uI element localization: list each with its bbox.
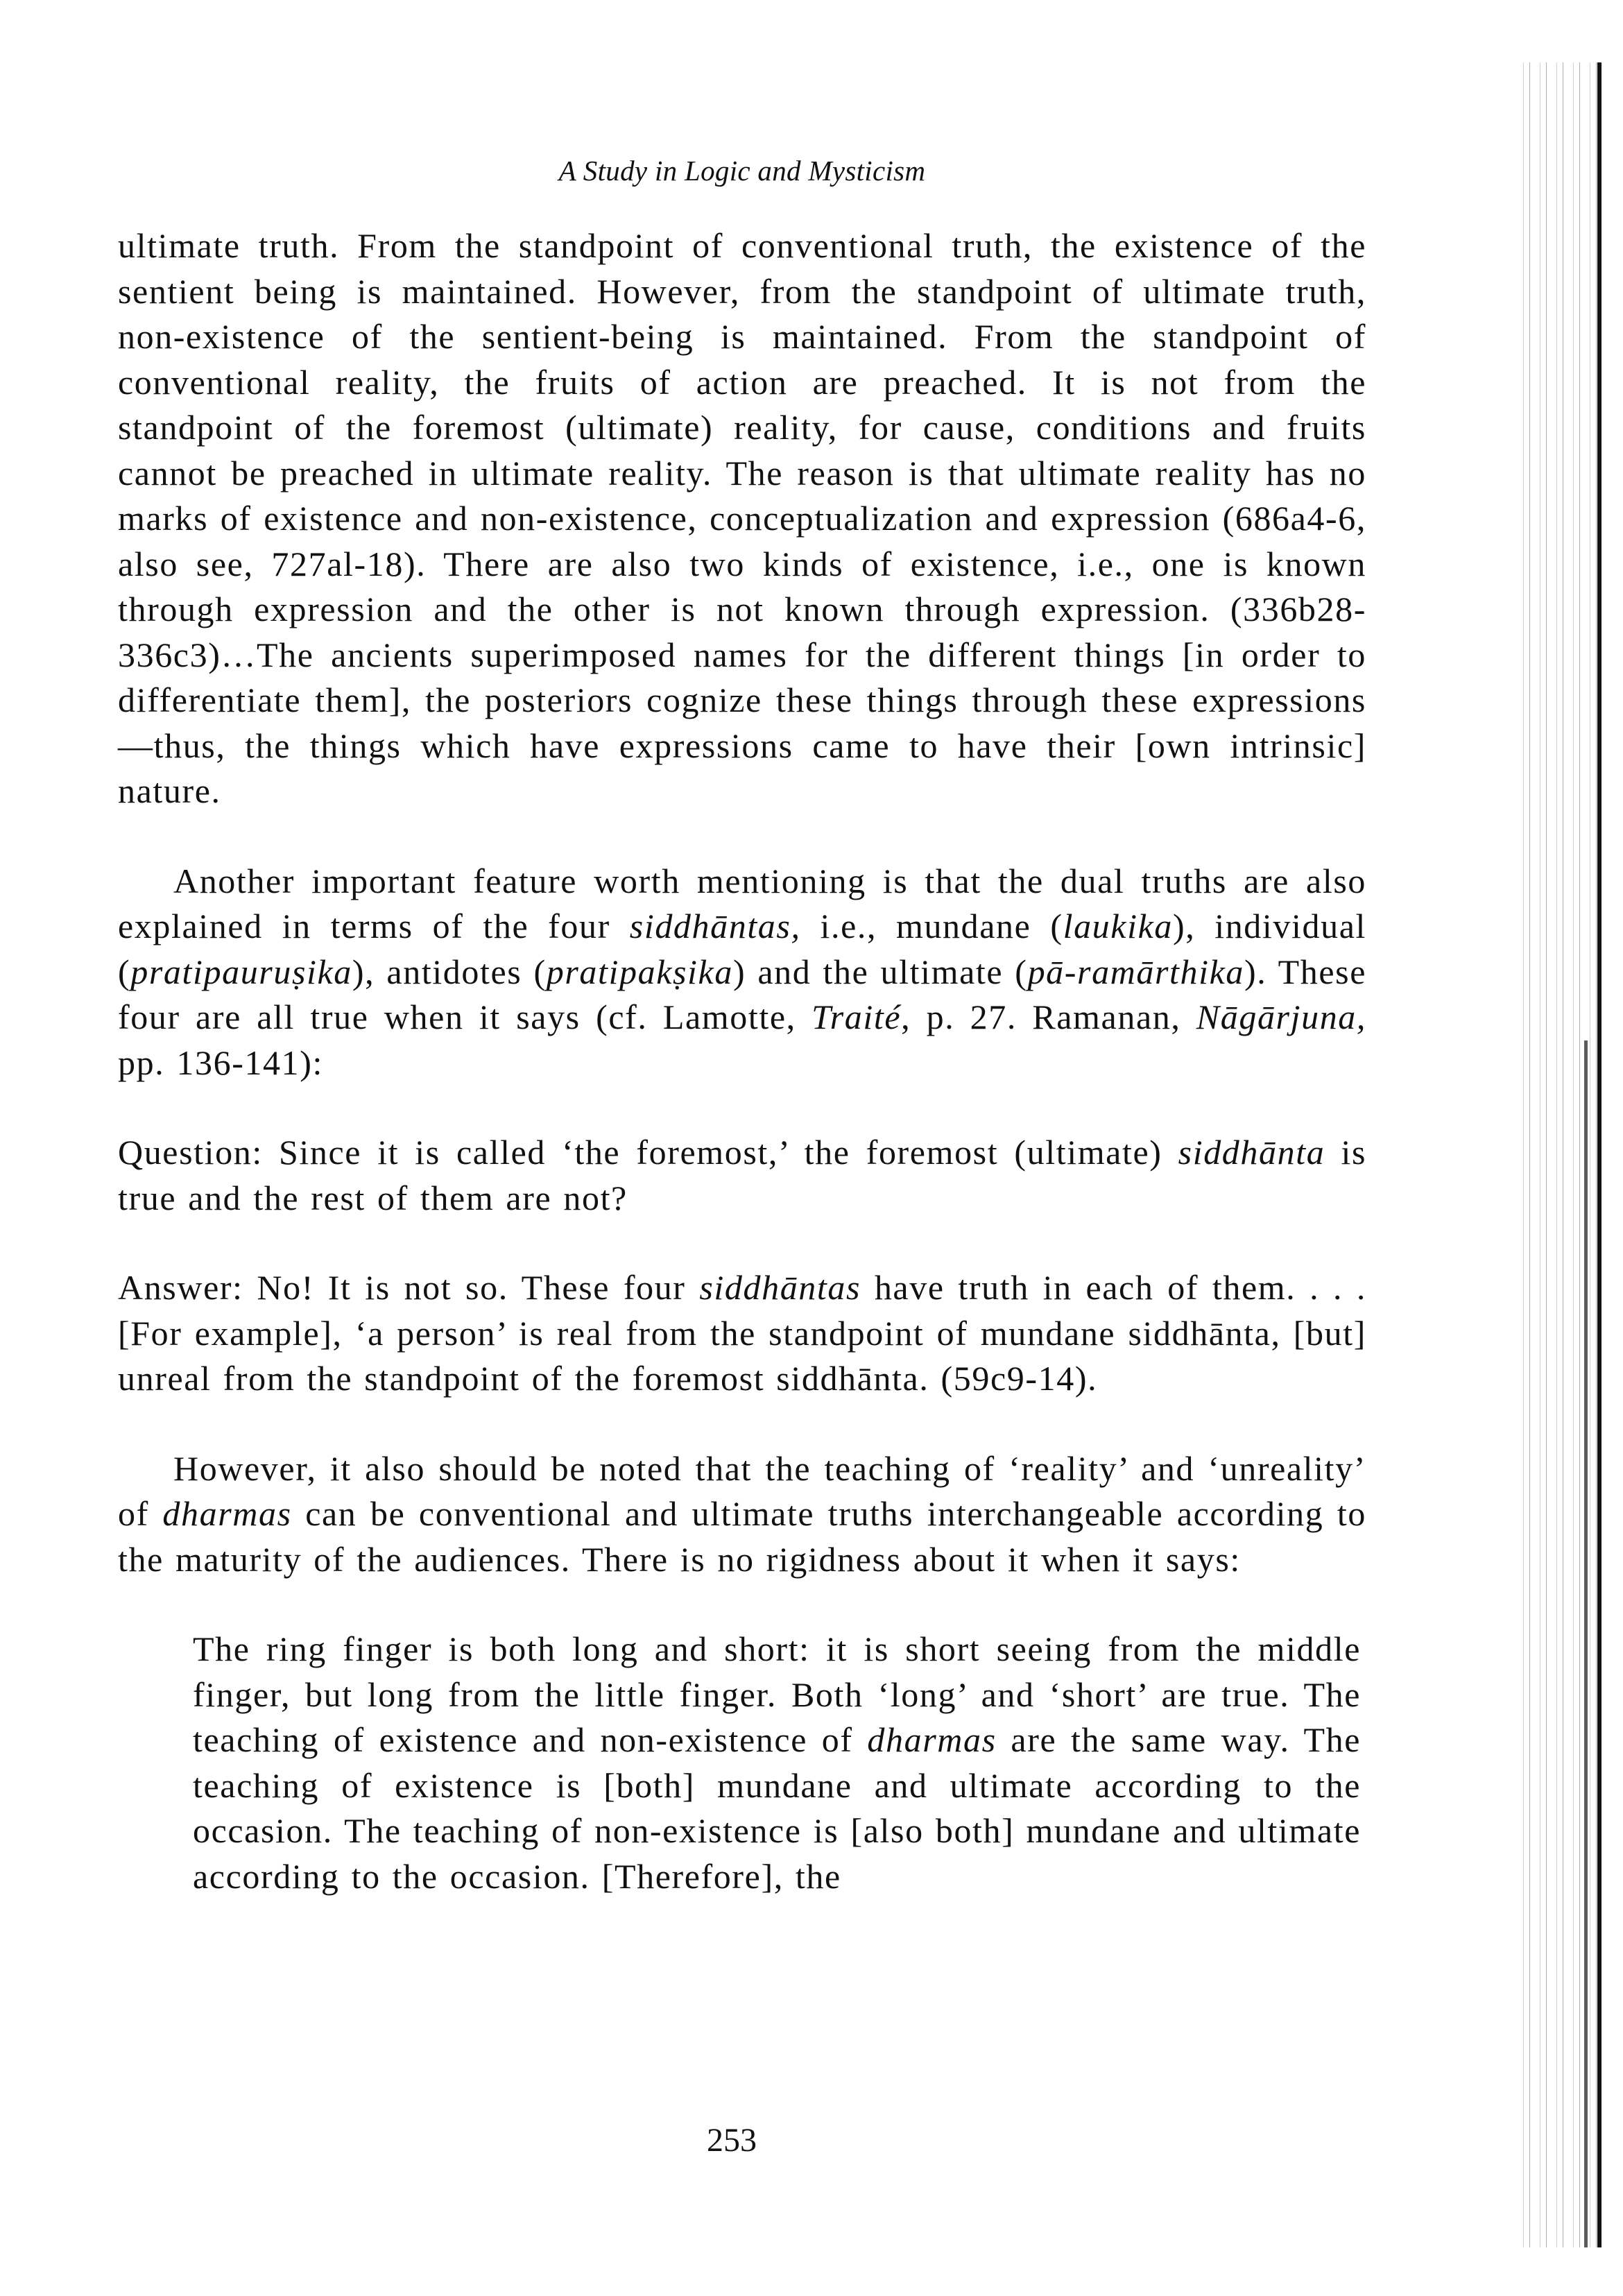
text-run: can be conventional and ultimate truths interchangeable according to the maturity of the audiences. There is no rigidness about it when it says:	[118, 1494, 1366, 1579]
question-block	[118, 1130, 1366, 1221]
italic-term: siddhāntas,	[629, 907, 801, 945]
text-run: Another important feature worth mentioning is that the dual truths are also explained in terms of the four	[118, 861, 1366, 945]
body-text	[118, 223, 1366, 1899]
italic-term: siddhāntas	[699, 1268, 861, 1307]
paragraph-gap	[118, 1402, 1366, 1446]
italic-term: dharmas	[867, 1720, 997, 1759]
text-run: ), individual (	[118, 907, 1366, 991]
text-run: The ring finger is both long and short: it is short seeing from the middle finger, but long from the little finger. Both ‘long’ and ‘short’ are true. The teaching of existence and non-existence of	[193, 1629, 1361, 1759]
text-run: , p. 27. Ramanan,	[901, 997, 1196, 1036]
paragraph-gap	[118, 1582, 1366, 1627]
paragraph-gap	[118, 814, 1366, 859]
paragraph-gap	[118, 1221, 1366, 1265]
italic-term: laukika	[1063, 907, 1173, 945]
text-run: Answer: No! It is not so. These four	[118, 1268, 700, 1307]
page-number: 253	[707, 2122, 757, 2159]
italic-title: Nāgārjuna,	[1196, 997, 1366, 1036]
paragraph-gap	[118, 1086, 1366, 1130]
paragraph-continuation: ultimate truth. From the standpoint of conventional truth, the existence of the sentient being is maintained. However, from the standpoint of ultimate truth, non-existence of the sentient-being is maintained. From the standpoint of conventional reality, the fruits of action are preached. It is not from the standpoint of the foremost (ultimate) reality, for cause, conditions and fruits cannot be preached in ultimate reality. The reason is that ultimate reality has no marks of existence and non-existence, conceptualization and expression (686a4-6, also see, 727al-18). There are also two kinds of existence, i.e., one is known through expression and the other is not known through expression. (336b28-336c3)…The ancients superimposed names for the different things [in order to differentiate them], the posteriors cognize these things through these expressions—thus, the things which have expressions came to have their [own intrinsic] nature.	[118, 226, 1366, 810]
text-run: have truth in each of them. . . . [For example], ‘a person’ is real from the standpoint of mundane siddhānta, [but] unreal from the standpoint of the foremost siddhānta. (59c9-14).	[118, 1268, 1366, 1398]
text-run: ). These four are all true when it says (cf. Lamotte,	[118, 952, 1367, 1036]
paragraph-four-siddhantas	[118, 859, 1366, 1086]
italic-term: dharmas	[162, 1494, 292, 1533]
scanner-edge-bar	[1597, 62, 1601, 2247]
text-run: However, it also should be noted that the teaching of ‘reality’ and ‘unreality’ of	[118, 1448, 1366, 1533]
text-run: is true and the rest of them are not?	[118, 1133, 1366, 1217]
scanner-edge-bar	[1584, 1040, 1588, 2247]
text-run: are the same way. The teaching of existence is [both] mundane and ultimate according to the occasion. The teaching of non-existence is [also both] mundane and ultimate according to the occasion. [Therefore], the	[193, 1720, 1361, 1896]
text-run: Question: Since it is called ‘the foremost,’ the foremost (ultimate)	[118, 1133, 1178, 1172]
paragraph-interchangeable	[118, 1446, 1366, 1583]
answer-block	[118, 1265, 1366, 1402]
italic-term: siddhānta	[1178, 1133, 1325, 1172]
italic-title: Traité	[812, 997, 902, 1036]
italic-term: pratipakṣika	[546, 952, 733, 991]
text-run: ) and the ultimate (	[732, 952, 1028, 991]
text-run: pp. 136-141):	[118, 1043, 323, 1082]
text-run: i.e., mundane (	[800, 907, 1063, 945]
running-head: A Study in Logic and Mysticism	[558, 155, 926, 187]
italic-term: pratipauruṣika	[130, 952, 352, 991]
text-run: ), antidotes (	[352, 952, 547, 991]
scanner-edge-artifact	[1519, 62, 1602, 2247]
italic-term: pā-ramārthika	[1027, 952, 1245, 991]
block-quote	[193, 1627, 1361, 1899]
